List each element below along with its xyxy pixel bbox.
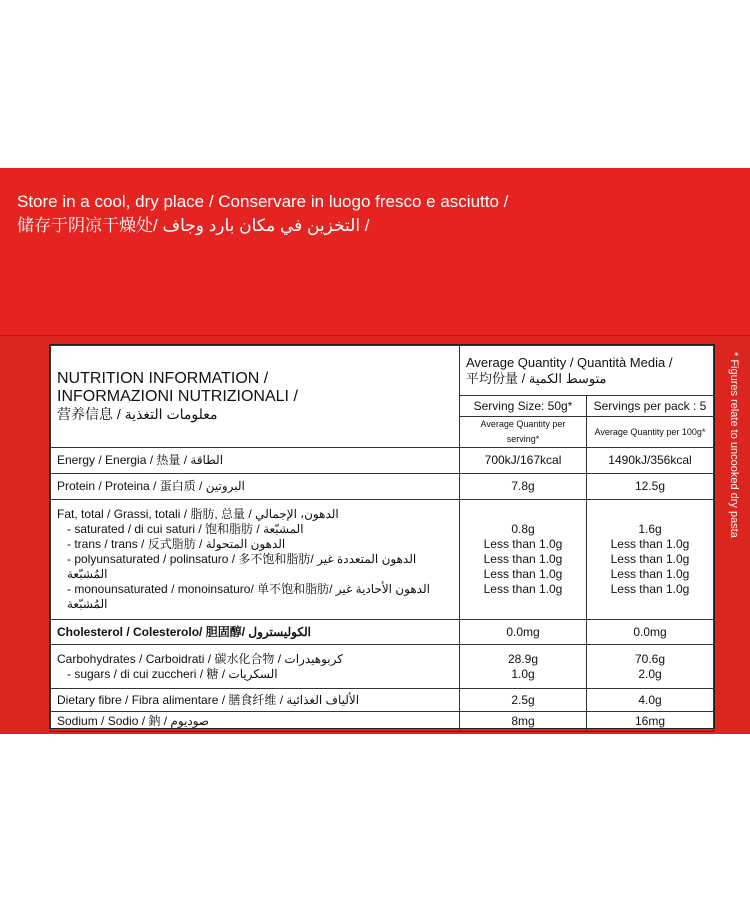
protein-per100: 12.5g <box>587 474 714 500</box>
row-label-cholesterol: Cholesterol / Colesterolo/ 胆固醇/ الكوليسترول <box>51 620 460 645</box>
sugars-label: - sugars / di cui zuccheri / 糖 / السكريات <box>67 666 278 681</box>
sugars-serving: 1.0g <box>511 666 535 681</box>
fat-per100-values <box>587 500 714 620</box>
energy-serving: 700kJ/167kcal <box>460 448 587 474</box>
avg-quantity-header <box>460 346 714 396</box>
fat-mono-serving: Less than 1.0g <box>483 582 563 596</box>
sodium-serving: 8mg <box>460 712 587 732</box>
fat-mono-per100: Less than 1.0g <box>610 582 690 596</box>
protein-serving: 7.8g <box>460 474 587 500</box>
table-title-it: INFORMAZIONI NUTRIZIONALI / <box>57 388 298 405</box>
table-row <box>51 645 714 689</box>
fat-saturated-per100: Less than 1.0g <box>610 537 690 551</box>
row-label-fat <box>51 500 460 620</box>
table-title-cell <box>51 346 460 448</box>
table-row <box>51 500 714 620</box>
storage-line-1: Store in a cool, dry place / Conservare in luogo fresco e asciutto / <box>17 192 509 211</box>
avg-header-line-2: 平均份量 / متوسط الكمية <box>466 370 607 386</box>
carbs-serving-values <box>460 645 587 689</box>
row-label-fibre: Dietary fibre / Fibra alimentare / 膳食纤维 / الألياف الغذائية <box>51 689 460 712</box>
table-row <box>51 474 714 500</box>
serving-size-cell: Serving Size: 50g* <box>460 396 587 417</box>
carbs-per100-values <box>587 645 714 689</box>
avg-header-line-1: Average Quantity / Quantità Media / <box>466 354 673 370</box>
fat-mono-label: - monounsaturated / monoinsaturo/ 单不饱和脂肪/ الدهون الأحادية غير المُشبّعة <box>67 582 430 611</box>
fat-serving-values <box>460 500 587 620</box>
fibre-per100: 4.0g <box>587 689 714 712</box>
fat-saturated-label: - saturated / di cui saturi / 饱和脂肪 / المشبّعة <box>67 522 304 536</box>
table-row <box>51 448 714 474</box>
fat-trans-per100: Less than 1.0g <box>610 552 690 566</box>
table-title-zh-ar: 营养信息 / معلومات التغذية <box>57 406 218 422</box>
table-row <box>51 712 714 732</box>
fat-trans-serving: Less than 1.0g <box>483 552 563 566</box>
cholesterol-serving: 0.0mg <box>460 620 587 645</box>
fat-poly-per100: Less than 1.0g <box>610 567 690 581</box>
row-label-carbohydrates <box>51 645 460 689</box>
footnote-uncooked: * Figures relate to uncooked dry pasta <box>728 352 740 538</box>
fat-trans-label: - trans / trans / 反式脂肪 / الدهون المتحولة <box>67 537 286 551</box>
fat-poly-serving: Less than 1.0g <box>483 567 563 581</box>
servings-per-pack-cell: Servings per pack : 5 <box>587 396 714 417</box>
storage-line-2: 储存于阴凉干燥处/ التخزين في مكان بارد وجاف / <box>17 216 370 235</box>
nutrition-table <box>50 345 714 732</box>
fibre-serving: 2.5g <box>460 689 587 712</box>
row-label-protein: Protein / Proteina / 蛋白质 / البروتين <box>51 474 460 500</box>
carbs-per100: 70.6g <box>634 651 666 666</box>
row-label-sodium: Sodium / Sodio / 鈉 / صوديوم <box>51 712 460 732</box>
carbs-serving: 28.9g <box>507 651 539 666</box>
fat-total-serving: 0.8g <box>511 522 535 536</box>
row-label-energy: Energy / Energia / 热量 / الطاقة <box>51 448 460 474</box>
per-100g-label: Average Quantity per 100g* <box>587 417 714 448</box>
table-row <box>51 689 714 712</box>
table-row <box>51 620 714 645</box>
nutrition-panel <box>49 344 715 729</box>
fat-saturated-serving: Less than 1.0g <box>483 537 563 551</box>
sodium-per100: 16mg <box>587 712 714 732</box>
fat-total-label: Fat, total / Grassi, totali / 脂肪, 总量 / الدهون، الإجمالي <box>57 507 339 521</box>
fat-total-per100: 1.6g <box>638 522 662 536</box>
per-serving-label: Average Quantity per serving* <box>460 417 587 448</box>
carbs-label: Carbohydrates / Carboidrati / 碳水化合物 / كربوهيدرات <box>57 651 343 666</box>
table-title-en: NUTRITION INFORMATION / <box>57 370 269 387</box>
fat-poly-label: - polyunsaturated / polinsaturo / 多不饱和脂肪/ الدهون المتعددة غير المُشبّعة <box>67 552 417 581</box>
cholesterol-per100: 0.0mg <box>587 620 714 645</box>
energy-per100: 1490kJ/356kcal <box>587 448 714 474</box>
sugars-per100: 2.0g <box>638 666 662 681</box>
storage-instructions <box>17 190 508 238</box>
